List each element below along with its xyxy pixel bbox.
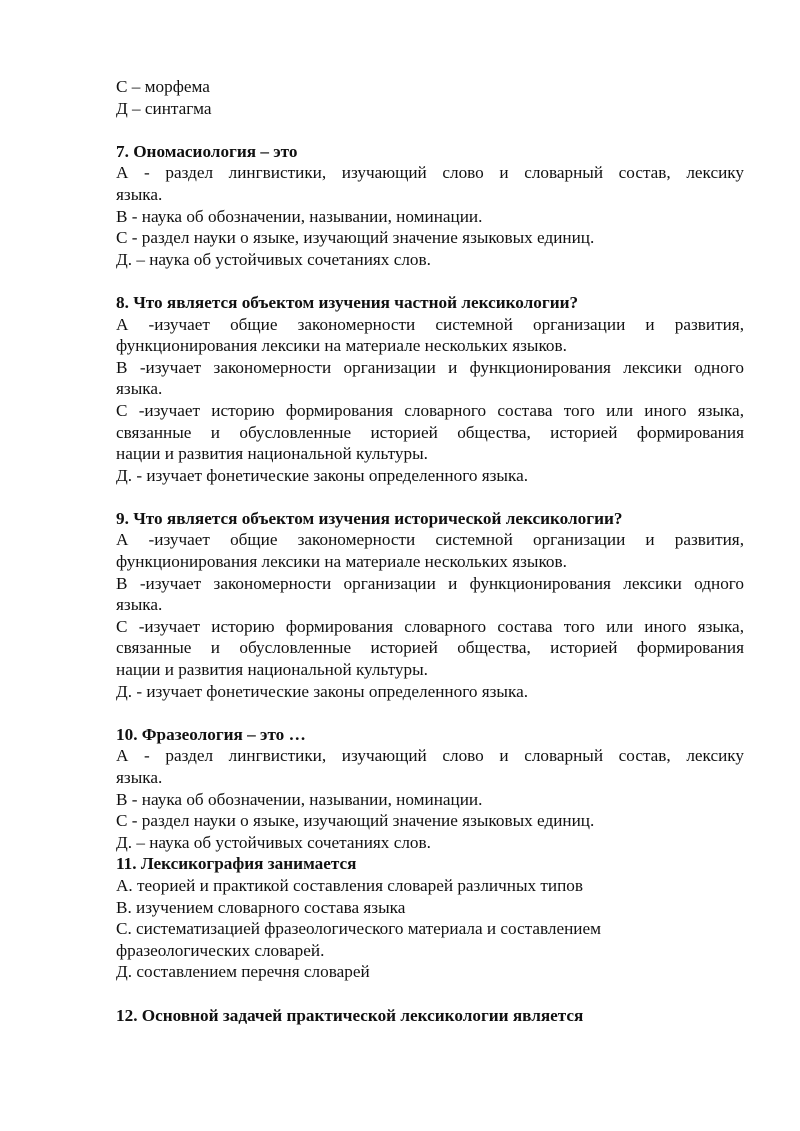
answer-line: А -изучает общие закономерности системной организации и развития, — [116, 314, 744, 334]
answer-line: Д. – наука об устойчивых сочетаниях слов. — [116, 832, 431, 852]
answer-line: В - наука об обозначении, назывании, номинации. — [116, 789, 483, 809]
answer-line: С -изучает историю формирования словарного состава того или иного языка, — [116, 400, 744, 420]
answer-line: С - раздел науки о языке, изучающий значение языковых единиц. — [116, 228, 595, 248]
answer-line: Д. - изучает фонетические законы определенного языка. — [116, 465, 528, 485]
spacer — [116, 270, 744, 292]
answer-line: С -изучает историю формирования словарного состава того или иного языка, — [116, 616, 744, 636]
document-page — [116, 76, 744, 1026]
answer-line: А - раздел лингвистики, изучающий слово и словарный состав, лексику — [116, 163, 744, 183]
question-8-title: 8. Что является объектом изучения частной лексикологии? — [116, 292, 579, 312]
answer-line: В. изучением словарного состава языка — [116, 897, 406, 917]
answer-line: А. теорией и практикой составления словарей различных типов — [116, 875, 584, 895]
spacer — [116, 486, 744, 508]
answer-line: Д. – наука об устойчивых сочетаниях слов. — [116, 249, 431, 269]
answer-line: В -изучает закономерности организации и функционирования лексики одного — [116, 357, 744, 377]
answer-line: А - раздел лингвистики, изучающий слово и словарный состав, лексику — [116, 746, 744, 766]
answer-line: В - наука об обозначении, назывании, номинации. — [116, 206, 483, 226]
answer-line: языка. — [116, 184, 163, 204]
answer-line: функционирования лексики на материале нескольких языков. — [116, 336, 567, 356]
spacer — [116, 119, 744, 141]
answer-line: С. систематизацией фразеологического материала и составлением — [116, 919, 601, 939]
option-d-line: Д – синтагма — [116, 98, 212, 118]
answer-line: связанные и обусловленные историей общества, историей формирования — [116, 422, 744, 442]
question-7-title: 7. Ономасиология – это — [116, 141, 298, 161]
question-11-title: 11. Лексикография занимается — [116, 854, 357, 874]
answer-line: Д. составлением перечня словарей — [116, 962, 370, 982]
answer-line: В -изучает закономерности организации и функционирования лексики одного — [116, 573, 744, 593]
answer-line: связанные и обусловленные историей общества, историей формирования — [116, 638, 744, 658]
answer-line: нации и развития национальной культуры. — [116, 660, 428, 680]
question-10-title: 10. Фразеология – это … — [116, 724, 306, 744]
answer-line: Д. - изучает фонетические законы определенного языка. — [116, 681, 528, 701]
answer-line: языка. — [116, 768, 163, 787]
answer-line: фразеологических словарей. — [116, 940, 325, 960]
answer-line: нации и развития национальной культуры. — [116, 444, 428, 464]
answer-line: С - раздел науки о языке, изучающий значение языковых единиц. — [116, 811, 595, 831]
spacer — [116, 702, 744, 724]
answer-line: языка. — [116, 379, 163, 399]
question-12-title: 12. Основной задачей практической лексикологии является — [116, 1005, 584, 1025]
answer-line: А -изучает общие закономерности системной организации и развития, — [116, 530, 744, 550]
option-c-line: С – морфема — [116, 77, 210, 96]
question-9-title: 9. Что является объектом изучения исторической лексикологии? — [116, 508, 623, 528]
spacer — [116, 983, 744, 1005]
answer-line: языка. — [116, 595, 163, 615]
answer-line: функционирования лексики на материале нескольких языков. — [116, 552, 567, 572]
